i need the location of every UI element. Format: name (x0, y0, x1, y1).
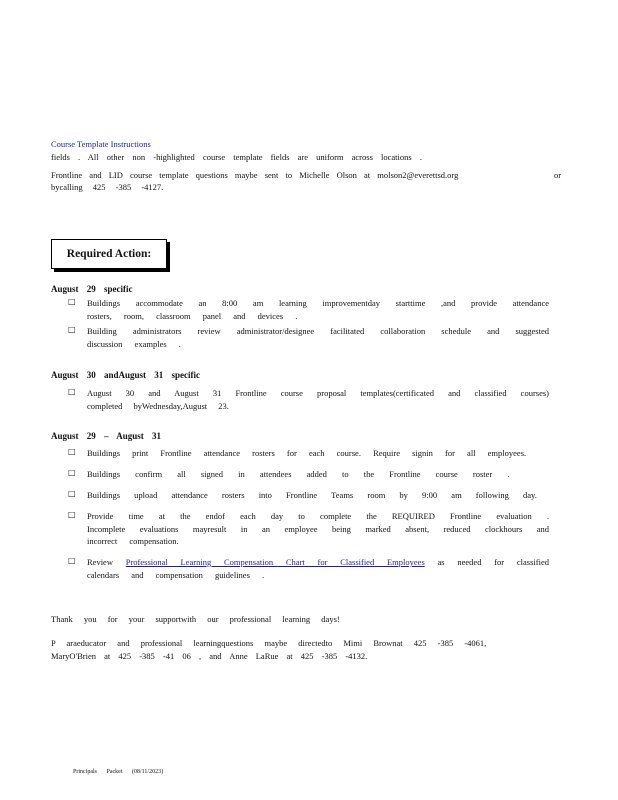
bullet-text: Building administrators review administrator/designee facilitated collaboration schedule and suggested discussion examples . (87, 326, 549, 349)
bullet-text: Buildings upload attendance rosters into Frontline Teams room by 9:00 am following day. (87, 490, 537, 500)
required-action-label: Required Action: (66, 248, 152, 260)
required-action-box (51, 239, 167, 269)
contact-line-1: P araeducator and professional learningquestions maybe directedto Mimi Brownat 425 -385 -4061, (51, 638, 487, 648)
bullet-icon: □ (68, 510, 76, 519)
compensation-chart-link[interactable]: Professional Learning Compensation Chart for Classified Employees (125, 557, 425, 567)
bullet-text: Provide time at the endof each day to complete the REQUIRED Frontline evaluation . Incomplete evaluations mayresult in an employee being marked absent, reduced clockhours and incorrect compensation. (87, 511, 549, 546)
intro-line-2 (51, 170, 566, 181)
bullet-icon: □ (68, 325, 76, 334)
bullet-icon: □ (68, 297, 76, 306)
contact-line-2: MaryO'Brien at 425 -385 -41 06 , and Anne LaRue at 425 -385 -4132. (51, 651, 368, 661)
list-item (68, 556, 548, 582)
bullet-text: Buildings print Frontline attendance rosters for each course. Require signin for all employees. (87, 448, 527, 458)
list-item (68, 510, 548, 548)
page-footer: Principals Packet (08/11/2023) (73, 769, 164, 775)
thanks-text: Thank you for your supportwith our professional learning days! (51, 614, 340, 624)
review-prefix: Review (87, 557, 113, 567)
list-item (68, 387, 548, 413)
list-item (68, 325, 548, 351)
bullet-text: August 30 and August 31 Frontline course proposal templates(certificated and classified courses) completed byWednesday,August 23. (87, 388, 549, 411)
intro-line-2-text: Frontline and LID course template questions maybe sent to Michelle Olson at molson2@everettsd.org (51, 170, 459, 180)
list-item (68, 468, 548, 482)
intro-line-2-or: or (554, 170, 562, 180)
list-item (68, 297, 548, 323)
bullet-text (87, 556, 549, 581)
intro-line-3: bycalling 425 -385 -4127. (51, 182, 164, 192)
list-item (68, 447, 548, 461)
bullet-text: Buildings confirm all signed in attendees added to the Frontline course roster . (87, 469, 510, 479)
bullet-text: Buildings accommodate an 8:00 am learning improvementday starttime ,and provide attendance rosters, room, classroom panel and devices . (87, 298, 549, 321)
section-heading-aug30-31: August 30 andAugust 31 specific (51, 370, 201, 380)
bullet-icon: □ (68, 447, 76, 456)
list-item (68, 489, 548, 503)
course-template-instructions-link[interactable]: Course Template Instructions (51, 139, 151, 149)
intro-line-1: fields . All other non -highlighted course template fields are uniform across locations . (51, 152, 422, 162)
section-heading-aug29: August 29 specific (51, 284, 133, 294)
section-heading-aug29-31: August 29 – August 31 (51, 431, 162, 441)
bullet-icon: □ (68, 556, 76, 565)
bullet-icon: □ (68, 489, 76, 498)
bullet-icon: □ (68, 387, 76, 396)
review-suffix: as needed for classified calendars and compensation guidelines . (87, 557, 550, 580)
bullet-icon: □ (68, 468, 76, 477)
